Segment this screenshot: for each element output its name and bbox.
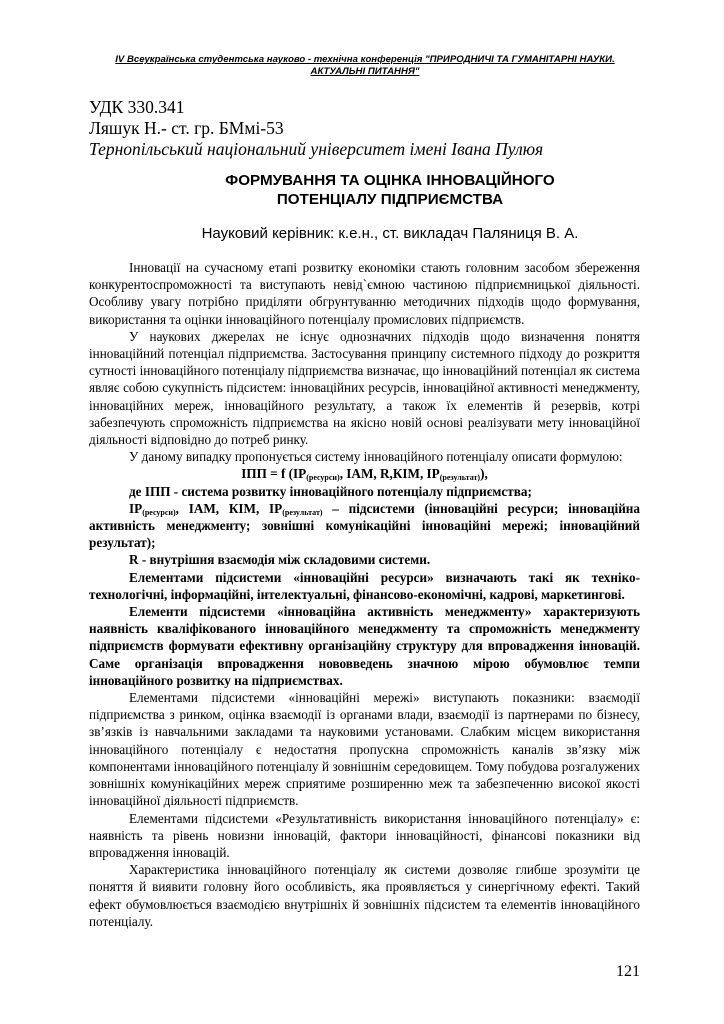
def2-sub-result: (результат) (282, 507, 323, 517)
formula-mid: , ІАМ, R,КІМ, ІР (339, 466, 440, 482)
formula-sub-resources: (ресурси) (306, 473, 340, 483)
paragraph-results: Елементами підсистеми «Результативність використання інноваційного потенціалу» є: наявність та рівень новизни інновацій, фактори інноваційності, фінансові показники від впровадження інновацій. (89, 810, 640, 860)
formula-post: ), (480, 466, 488, 482)
definition-subsystems (89, 500, 640, 552)
author-line: Ляшук Н.- ст. гр. БМмі-53 (89, 118, 284, 138)
definition-management: Елементи підсистеми «інноваційна активність менеджменту» характеризують наявність кваліфікованого інноваційного менеджменту та спроможність менеджменту підприємств формувати ефективну організаційну структуру для впровадження інновацій. Саме організація впровадження нововведень значною мірою обумовлює темпи інноваційного розвитку на підприємствах. (89, 604, 640, 688)
paragraph-intro: Інновації на сучасному етапі розвитку економіки стають головним засобом збереження конкурентоспроможності та виступають невід`ємною частиною підприємницької діяльності. Особливу увагу потрібно приділяти обгрунтуванню методичних підходів щодо формування, використання та оцінки інноваційного потенціалу промислових підприємств. (89, 260, 640, 327)
article-body (89, 259, 640, 930)
title-line-1: ФОРМУВАННЯ ТА ОЦІНКА ІННОВАЦІЙНОГО (225, 172, 555, 189)
def2-sub-resources: (ресурси) (142, 507, 176, 517)
definition-ipp: де ІПП - система розвитку інноваційного потенціалу підприємства; (129, 483, 532, 499)
formula-sub-result: (результат) (439, 473, 481, 483)
udc-code: УДК 330.341 (89, 97, 185, 117)
university-line: Тернопільський національний університет імені Івана Пулюя (89, 139, 544, 159)
supervisor-line: Науковий керівник: к.е.н., ст. викладач Паляниця В. А. (201, 225, 579, 242)
def2-mid: , ІАМ, КІМ, ІР (175, 500, 283, 516)
definition-r: R - внутрішня взаємодія між складовими системи. (129, 552, 431, 568)
definition-resources: Елементами підсистеми «інноваційні ресурси» визначають такі як техніко-технологічні, інформаційні, інтелектуальні, фінансово-економічні, кадрові, маркетингові. (89, 569, 640, 602)
title-line-2: ПОТЕНЦІАЛУ ПІДПРИЄМСТВА (276, 191, 504, 208)
paragraph-formula-intro: У даному випадку пропонується систему інноваційного потенціалу описати формулою: (129, 449, 623, 465)
paragraph-definition: У наукових джерелах не існує однозначних підходів щодо визначення поняття інноваційний потенціал підприємства. Застосування принципу системного підходу до розкриття сутності інноваційного потенціалу підприємства визначає, що інноваційний потенціал як система являє собою сукупність підсистем: інноваційних ресурсів, інноваційної активності менеджменту, інноваційних мереж, інноваційного результату, а також їх елементів й резервів, котрі забезпечують спроможність підприємства на якісно новій основі реалізувати мету інноваційної діяльності відповідно до потреб ринку. (89, 328, 640, 448)
page-number: 121 (616, 963, 640, 980)
def2-post: – підсистеми (інноваційні ресурси; інноваційна активність менеджменту; зовнішні комунікаційні інноваційні мережі; інноваційний результат); (89, 500, 641, 551)
formula-pre: ІПП = f (ІР (241, 466, 307, 482)
article-meta (89, 97, 649, 160)
paragraph-conclusion: Характеристика інноваційного потенціалу як системи дозволяє глибше зрозуміти це поняття й виявити головну його особливість, яка проявляється у синергічному ефекті. Такий ефект обумовлюється взаємодією внутрішніх й зовнішніх підсистем та елементів інноваційного потенціалу. (89, 862, 640, 929)
conference-header: IV Всеукраїнська студентська науково - технічна конференція "ПРИРОДНИЧІ ТА ГУМАНІТАРНІ НАУКИ. АКТУАЛЬНІ ПИТАННЯ" (115, 54, 615, 77)
def2-pre: ІР (129, 500, 143, 516)
paragraph-networks: Елементами підсистеми «інноваційні мережі» виступають показники: взаємодії підприємства з ринком, оцінка взаємодії із органами влади, взаємодії із партнерами по бізнесу, зв’язків із навчальними закладами та науковими установами. Слабким місцем використання інноваційного потенціалу є недостатня пропускна спроможність каналів зв’язку між компонентами інноваційного потенціалу й зовнішнім середовищем. Тому побудова розгалужених зовнішніх комунікаційних мереж сприятиме розширенню меж та забезпеченню високої якості інноваційної діяльності підприємств. (89, 690, 640, 809)
article-title (140, 171, 640, 209)
formula (89, 465, 640, 482)
